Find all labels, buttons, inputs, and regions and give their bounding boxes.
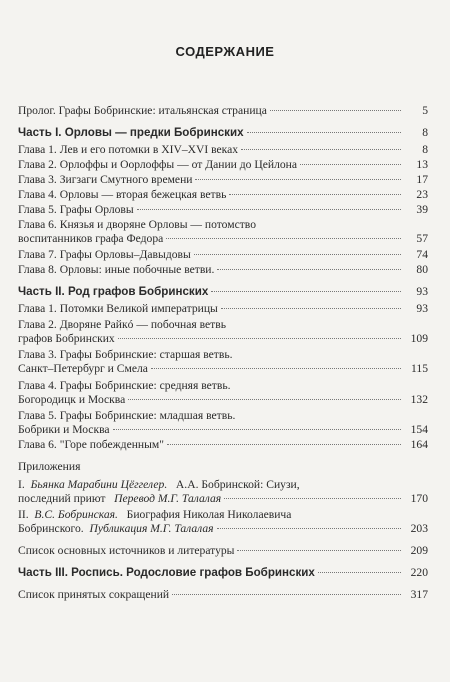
page-number: 109 <box>410 332 428 345</box>
page-number: 164 <box>410 438 428 451</box>
leader-dots <box>217 269 401 270</box>
leader-dots <box>166 238 401 239</box>
part-title: Часть III. Роспись. Родословие графов Бобринских <box>18 566 315 579</box>
leader-dots <box>167 444 401 445</box>
leader-dots <box>300 164 401 165</box>
toc-entry-p2ch6 <box>18 438 428 452</box>
toc-entry-ch8 <box>18 263 428 277</box>
toc-entry-ch5 <box>18 203 428 217</box>
toc-entry-p2ch3 <box>18 348 428 376</box>
appendix-translator: Перевод М.Г. Талалая <box>114 492 222 505</box>
entry-title: Список основных источников и литературы <box>18 544 235 557</box>
leader-dots <box>247 132 401 133</box>
page-number: 115 <box>411 362 428 375</box>
entry-title: Глава 6. "Горе побежденным" <box>18 438 164 451</box>
part-title: Часть I. Орловы — предки Бобринских <box>18 126 244 139</box>
page-number: 8 <box>422 126 428 139</box>
appendix-author: Бьянка Марабини Цёггелер. <box>30 478 168 491</box>
appendix-title: Биография Николая Николаевича <box>126 508 292 521</box>
entry-title: Глава 1. Лев и его потомки в XIV–XVI веках <box>18 143 239 156</box>
toc-entry-ch6 <box>18 218 428 246</box>
toc-entry-ch3 <box>18 173 428 187</box>
entry-title: Глава 3. Графы Бобринские: старшая ветвь. <box>18 348 233 361</box>
leader-dots <box>211 291 401 292</box>
entry-title-cont: Бобрики и Москва <box>18 423 110 436</box>
page-number: 132 <box>410 393 428 406</box>
toc-entry-part2 <box>18 285 428 299</box>
page-number: 203 <box>410 522 428 535</box>
leader-dots <box>241 149 401 150</box>
toc-entry-appendix-2 <box>18 508 428 536</box>
entry-title: Глава 3. Зигзаги Смутного времени <box>18 173 193 186</box>
appendix-number: II. <box>18 508 29 521</box>
appendix-number: I. <box>18 478 25 491</box>
entry-title: Глава 4. Орловы — вторая бежецкая ветвь <box>18 188 227 201</box>
page-number: 5 <box>422 104 428 117</box>
page-number: 209 <box>410 544 428 557</box>
toc-entry-appendix <box>18 460 404 474</box>
page-number: 317 <box>410 588 428 601</box>
toc-entry-ch1 <box>18 143 428 157</box>
toc-entry-p2ch1 <box>18 302 428 316</box>
toc-entry-abbreviations <box>18 588 428 602</box>
page-number: 93 <box>416 285 428 298</box>
leader-dots <box>118 338 401 339</box>
toc-entry-ch4 <box>18 188 428 202</box>
leader-dots <box>195 179 401 180</box>
leader-dots <box>217 528 401 529</box>
entry-title-cont: графов Бобринских <box>18 332 115 345</box>
leader-dots <box>237 550 401 551</box>
entry-title-cont: воспитанников графа Федора <box>18 232 164 245</box>
leader-dots <box>128 399 401 400</box>
entry-title-cont: Санкт–Петербург и Смела <box>18 362 148 375</box>
page-number: 154 <box>410 423 428 436</box>
toc-entry-part1 <box>18 126 428 140</box>
page-number: 13 <box>416 158 428 171</box>
toc-entry-p2ch2 <box>18 318 428 346</box>
leader-dots <box>113 429 401 430</box>
page-number: 170 <box>410 492 428 505</box>
entry-title: Глава 4. Графы Бобринские: средняя ветвь. <box>18 379 231 392</box>
toc-entry-p2ch5 <box>18 409 428 437</box>
appendix-heading: Приложения <box>18 460 81 473</box>
leader-dots <box>151 368 401 369</box>
page-number: 39 <box>416 203 428 216</box>
toc-entry-ch2 <box>18 158 428 172</box>
leader-dots <box>229 194 401 195</box>
appendix-author: В.С. Бобринская. <box>34 508 118 521</box>
entry-title: Глава 8. Орловы: иные побочные ветви. <box>18 263 215 276</box>
entry-title: Список принятых сокращений <box>18 588 170 601</box>
page-number: 93 <box>416 302 428 315</box>
page-number: 17 <box>416 173 428 186</box>
entry-title-cont: Богородицк и Москва <box>18 393 126 406</box>
leader-dots <box>172 594 401 595</box>
page-number: 74 <box>416 248 428 261</box>
leader-dots <box>137 209 401 210</box>
toc-entry-part3 <box>18 566 428 580</box>
entry-title: Пролог. Графы Бобринские: итальянская страница <box>18 104 267 117</box>
leader-dots <box>224 498 401 499</box>
entry-title: Глава 7. Графы Орловы–Давыдовы <box>18 248 191 261</box>
page-number: 220 <box>410 566 428 579</box>
page-number: 23 <box>416 188 428 201</box>
leader-dots <box>194 254 401 255</box>
page-title: СОДЕРЖАНИЕ <box>175 44 275 59</box>
appendix-title-cont: последний приют <box>18 492 106 505</box>
page-number: 8 <box>422 143 428 156</box>
toc-entry-appendix-1 <box>18 478 428 506</box>
entry-title: Глава 6. Князья и дворяне Орловы — потомство <box>18 218 256 231</box>
page-number: 57 <box>416 232 428 245</box>
appendix-publication: Публикация М.Г. Талалая <box>89 522 214 535</box>
leader-dots <box>270 110 401 111</box>
entry-title: Глава 5. Графы Орловы <box>18 203 134 216</box>
entry-title: Глава 2. Орлоффы и Оорлоффы — от Дании до Цейлона <box>18 158 298 171</box>
appendix-title: А.А. Бобринской: Сиузи, <box>175 478 300 491</box>
entry-title: Глава 1. Потомки Великой императрицы <box>18 302 218 315</box>
entry-title: Глава 2. Дворяне Райкó — побочная ветвь <box>18 318 227 331</box>
toc-entry-prolog <box>18 104 428 118</box>
appendix-title-cont: Бобринского. <box>18 522 84 535</box>
toc-entry-sources <box>18 544 428 558</box>
part-title: Часть II. Род графов Бобринских <box>18 285 209 298</box>
page-number: 80 <box>416 263 428 276</box>
leader-dots <box>221 308 401 309</box>
entry-title: Глава 5. Графы Бобринские: младшая ветвь. <box>18 409 236 422</box>
toc-entry-ch7 <box>18 248 428 262</box>
toc-entry-p2ch4 <box>18 379 428 407</box>
